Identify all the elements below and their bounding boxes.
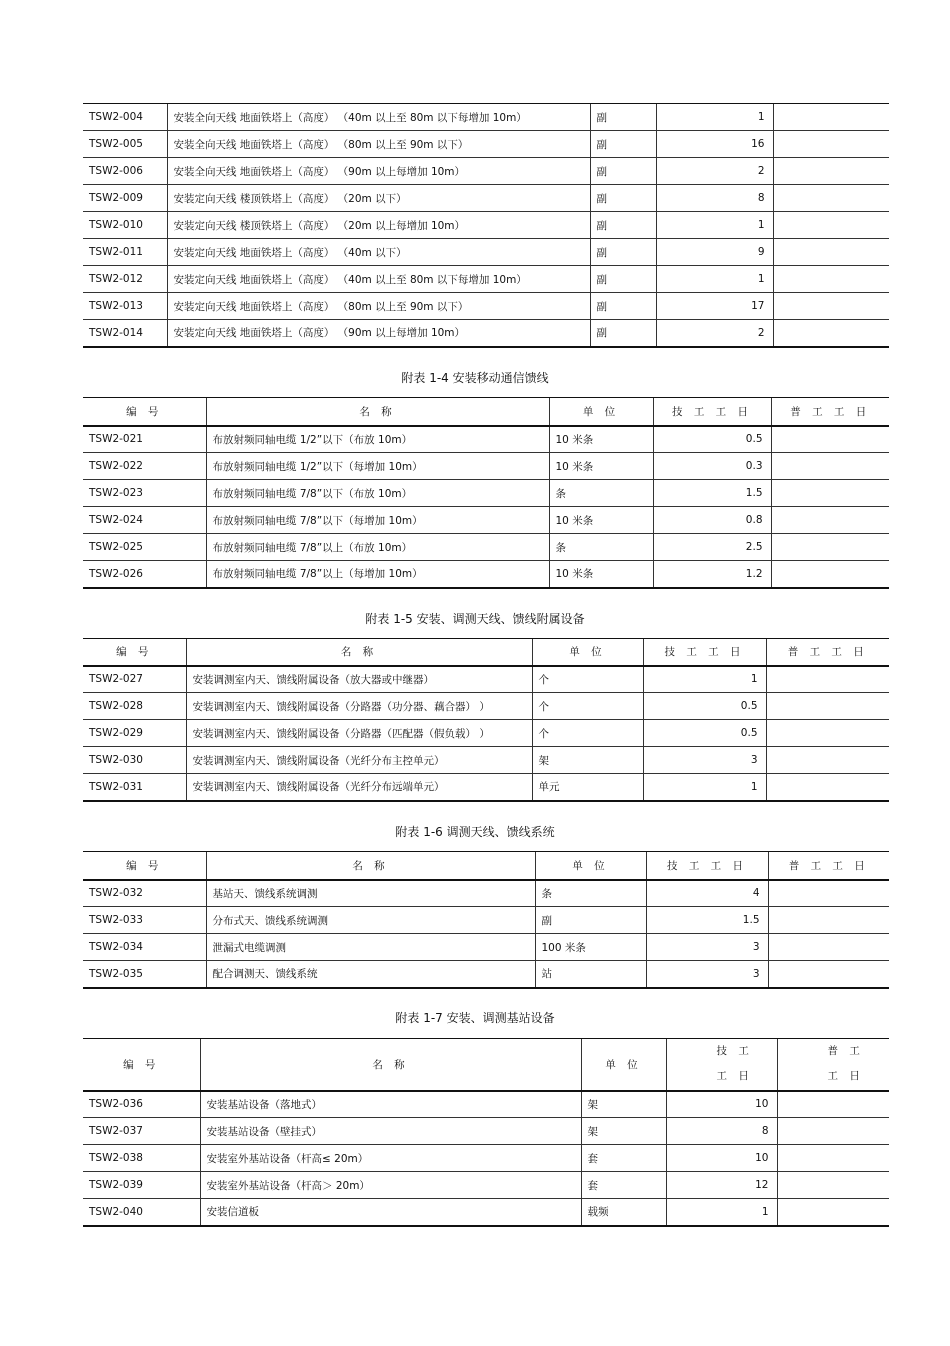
table-1-6-body — [83, 880, 889, 988]
row-general — [773, 266, 889, 293]
row-name: 布放射频同轴电缆 7/8”以上（每增加 10m） — [206, 561, 549, 588]
header-code: 编 号 — [83, 1039, 200, 1091]
header-code: 编 号 — [83, 852, 206, 880]
row-unit: 副 — [590, 239, 656, 266]
row-code: TSW2-004 — [83, 104, 167, 131]
row-name: 安装调测室内天、馈线附属设备（分路器（匹配器（假负载） ） — [186, 720, 532, 747]
row-unit: 个 — [532, 693, 643, 720]
row-code: TSW2-023 — [83, 480, 206, 507]
header-tech: 技 工 工 日 — [643, 639, 766, 666]
row-code: TSW2-024 — [83, 507, 206, 534]
row-general — [777, 1199, 889, 1226]
table-row — [83, 507, 889, 534]
row-general — [768, 907, 889, 934]
row-tech: 1.5 — [646, 907, 768, 934]
row-tech: 10 — [666, 1091, 777, 1118]
row-unit: 副 — [590, 320, 656, 347]
row-code: TSW2-030 — [83, 747, 186, 774]
row-name: 安装调测室内天、馈线附属设备（放大器或中继器） — [186, 666, 532, 693]
row-unit: 副 — [590, 212, 656, 239]
row-general — [777, 1091, 889, 1118]
table-1-4-caption: 附表 1-4 安装移动通信馈线 — [401, 371, 549, 385]
row-name: 安装定向天线 地面铁塔上（高度） （80m 以上至 90m 以下） — [167, 293, 590, 320]
row-general — [771, 453, 889, 480]
row-general — [773, 239, 889, 266]
row-general — [777, 1118, 889, 1145]
row-unit: 副 — [590, 266, 656, 293]
row-name: 安装全向天线 地面铁塔上（高度） （80m 以上至 90m 以下） — [167, 131, 590, 158]
row-unit: 副 — [535, 907, 646, 934]
row-general — [773, 212, 889, 239]
row-general — [768, 880, 889, 907]
table-row — [83, 185, 889, 212]
row-general — [773, 320, 889, 347]
row-code: TSW2-010 — [83, 212, 167, 239]
row-general — [773, 185, 889, 212]
table-row — [83, 320, 889, 347]
row-tech: 1 — [643, 666, 766, 693]
header-unit: 单 位 — [535, 852, 646, 880]
row-code: TSW2-029 — [83, 720, 186, 747]
table-1-4-header — [83, 398, 889, 426]
row-general — [766, 774, 889, 801]
row-code: TSW2-039 — [83, 1172, 200, 1199]
row-name: 安装定向天线 楼顶铁塔上（高度） （20m 以下） — [167, 185, 590, 212]
row-unit: 架 — [581, 1091, 666, 1118]
row-tech: 16 — [656, 131, 773, 158]
header-unit: 单 位 — [581, 1039, 666, 1091]
row-name: 基站天、馈线系统调测 — [206, 880, 535, 907]
row-tech: 12 — [666, 1172, 777, 1199]
row-general — [771, 507, 889, 534]
row-code: TSW2-036 — [83, 1091, 200, 1118]
header-unit: 单 位 — [549, 398, 653, 426]
row-unit: 个 — [532, 720, 643, 747]
table-1-7-caption: 附表 1-7 安装、调测基站设备 — [395, 1011, 555, 1025]
table-row — [83, 266, 889, 293]
row-name: 安装室外基站设备（杆高≤ 20m） — [200, 1145, 581, 1172]
row-tech: 17 — [656, 293, 773, 320]
row-name: 布放射频同轴电缆 7/8”以上（布放 10m） — [206, 534, 549, 561]
row-name: 安装定向天线 地面铁塔上（高度） （40m 以下） — [167, 239, 590, 266]
table-row — [83, 480, 889, 507]
row-unit: 10 米条 — [549, 507, 653, 534]
table-row — [83, 747, 889, 774]
row-name: 分布式天、馈线系统调测 — [206, 907, 535, 934]
row-tech: 8 — [656, 185, 773, 212]
row-general — [773, 158, 889, 185]
row-general — [777, 1172, 889, 1199]
row-tech: 1 — [656, 266, 773, 293]
header-code: 编 号 — [83, 639, 186, 666]
header-tech: 技 工 工 日 — [646, 852, 768, 880]
row-unit: 10 米条 — [549, 453, 653, 480]
row-code: TSW2-034 — [83, 934, 206, 961]
row-tech: 9 — [656, 239, 773, 266]
row-code: TSW2-033 — [83, 907, 206, 934]
row-tech: 3 — [646, 961, 768, 988]
row-code: TSW2-009 — [83, 185, 167, 212]
header-code: 编 号 — [83, 398, 206, 426]
row-code: TSW2-011 — [83, 239, 167, 266]
table-row — [83, 534, 889, 561]
row-unit: 副 — [590, 185, 656, 212]
row-unit: 副 — [590, 131, 656, 158]
row-name: 安装基站设备（落地式） — [200, 1091, 581, 1118]
table-1-6-header — [83, 852, 889, 880]
table-row — [83, 104, 889, 131]
row-tech: 0.5 — [643, 693, 766, 720]
row-code: TSW2-032 — [83, 880, 206, 907]
table-row — [83, 561, 889, 588]
row-general — [766, 666, 889, 693]
row-name: 安装信道板 — [200, 1199, 581, 1226]
row-tech: 0.8 — [653, 507, 771, 534]
row-tech: 1 — [656, 104, 773, 131]
row-tech: 0.5 — [643, 720, 766, 747]
row-tech: 0.3 — [653, 453, 771, 480]
row-unit: 条 — [549, 480, 653, 507]
row-unit: 载频 — [581, 1199, 666, 1226]
row-unit: 条 — [549, 534, 653, 561]
table-row — [83, 1118, 889, 1145]
row-code: TSW2-035 — [83, 961, 206, 988]
table-row — [83, 880, 889, 907]
table-row — [83, 934, 889, 961]
row-name: 安装基站设备（壁挂式） — [200, 1118, 581, 1145]
row-general — [766, 747, 889, 774]
row-name: 布放射频同轴电缆 7/8”以下（布放 10m） — [206, 480, 549, 507]
row-code: TSW2-025 — [83, 534, 206, 561]
row-code: TSW2-040 — [83, 1199, 200, 1226]
row-code: TSW2-021 — [83, 426, 206, 453]
row-name: 配合调测天、馈线系统 — [206, 961, 535, 988]
row-general — [768, 961, 889, 988]
row-code: TSW2-012 — [83, 266, 167, 293]
table-1-7-body — [83, 1091, 889, 1226]
row-unit: 100 米条 — [535, 934, 646, 961]
row-general — [771, 480, 889, 507]
row-general — [777, 1145, 889, 1172]
row-general — [773, 131, 889, 158]
row-general — [766, 693, 889, 720]
table-row — [83, 158, 889, 185]
row-tech: 4 — [646, 880, 768, 907]
row-unit: 10 米条 — [549, 426, 653, 453]
row-name: 安装全向天线 地面铁塔上（高度） （40m 以上至 80m 以下每增加 10m） — [167, 104, 590, 131]
table-row — [83, 293, 889, 320]
row-unit: 站 — [535, 961, 646, 988]
table-1-6-caption: 附表 1-6 调测天线、馈线系统 — [395, 825, 555, 839]
row-general — [771, 534, 889, 561]
row-name: 安装调测室内天、馈线附属设备（光纤分布远端单元） — [186, 774, 532, 801]
table-1-4 — [83, 397, 889, 589]
row-name: 安装室外基站设备（杆高＞ 20m） — [200, 1172, 581, 1199]
table-row — [83, 961, 889, 988]
header-name: 名 称 — [206, 852, 535, 880]
row-code: TSW2-031 — [83, 774, 186, 801]
header-tech: 技 工 工 日 — [653, 398, 771, 426]
header-unit: 单 位 — [532, 639, 643, 666]
row-tech: 2 — [656, 320, 773, 347]
row-unit: 10 米条 — [549, 561, 653, 588]
table-row — [83, 1199, 889, 1226]
row-code: TSW2-037 — [83, 1118, 200, 1145]
row-general — [771, 561, 889, 588]
table-1-5-header — [83, 639, 889, 666]
row-name: 安装全向天线 地面铁塔上（高度） （90m 以上每增加 10m） — [167, 158, 590, 185]
table-row — [83, 774, 889, 801]
header-name: 名 称 — [186, 639, 532, 666]
table-row — [83, 907, 889, 934]
row-code: TSW2-006 — [83, 158, 167, 185]
row-tech: 3 — [646, 934, 768, 961]
row-code: TSW2-038 — [83, 1145, 200, 1172]
row-name: 安装调测室内天、馈线附属设备（光纤分布主控单元） — [186, 747, 532, 774]
table-1-7 — [83, 1038, 889, 1227]
table-row — [83, 239, 889, 266]
table-row — [83, 1145, 889, 1172]
table-1-5-caption: 附表 1-5 安装、调测天线、馈线附属设备 — [365, 612, 585, 626]
header-general: 普 工 工 日 — [771, 398, 889, 426]
row-name: 布放射频同轴电缆 1/2”以下（布放 10m） — [206, 426, 549, 453]
row-tech: 2.5 — [653, 534, 771, 561]
table-row — [83, 131, 889, 158]
row-general — [768, 934, 889, 961]
table-1-5 — [83, 638, 889, 802]
row-unit: 副 — [590, 158, 656, 185]
row-unit: 副 — [590, 293, 656, 320]
header-tech: 技 工 工 日 — [666, 1039, 777, 1091]
row-unit: 副 — [590, 104, 656, 131]
row-name: 泄漏式电缆调测 — [206, 934, 535, 961]
table-row — [83, 1172, 889, 1199]
row-general — [773, 104, 889, 131]
table-1-7-header — [83, 1039, 889, 1091]
header-name: 名 称 — [200, 1039, 581, 1091]
table-row — [83, 1091, 889, 1118]
table-row — [83, 720, 889, 747]
row-tech: 8 — [666, 1118, 777, 1145]
table-1-5-body — [83, 666, 889, 801]
row-tech: 1 — [666, 1199, 777, 1226]
row-name: 安装定向天线 楼顶铁塔上（高度） （20m 以上每增加 10m） — [167, 212, 590, 239]
table-row — [83, 426, 889, 453]
row-code: TSW2-022 — [83, 453, 206, 480]
table-row — [83, 212, 889, 239]
row-tech: 3 — [643, 747, 766, 774]
row-tech: 1 — [656, 212, 773, 239]
row-name: 布放射频同轴电缆 1/2”以下（每增加 10m） — [206, 453, 549, 480]
row-name: 安装定向天线 地面铁塔上（高度） （90m 以上每增加 10m） — [167, 320, 590, 347]
row-code: TSW2-013 — [83, 293, 167, 320]
row-unit: 架 — [581, 1118, 666, 1145]
table-row — [83, 666, 889, 693]
row-name: 安装定向天线 地面铁塔上（高度） （40m 以上至 80m 以下每增加 10m） — [167, 266, 590, 293]
row-name: 安装调测室内天、馈线附属设备（分路器（功分器、藕合器） ） — [186, 693, 532, 720]
row-unit: 单元 — [532, 774, 643, 801]
header-name: 名 称 — [206, 398, 549, 426]
row-unit: 套 — [581, 1145, 666, 1172]
table-1-4-body — [83, 426, 889, 588]
header-general: 普 工 工 日 — [777, 1039, 889, 1091]
table-row — [83, 453, 889, 480]
row-unit: 个 — [532, 666, 643, 693]
row-unit: 架 — [532, 747, 643, 774]
row-code: TSW2-014 — [83, 320, 167, 347]
row-unit: 条 — [535, 880, 646, 907]
header-general: 普 工 工 日 — [768, 852, 889, 880]
row-unit: 套 — [581, 1172, 666, 1199]
row-general — [766, 720, 889, 747]
row-tech: 10 — [666, 1145, 777, 1172]
header-general: 普 工 工 日 — [766, 639, 889, 666]
row-general — [773, 293, 889, 320]
table-1-3-body — [83, 104, 889, 347]
row-tech: 1 — [643, 774, 766, 801]
row-code: TSW2-026 — [83, 561, 206, 588]
row-tech: 0.5 — [653, 426, 771, 453]
table-1-3 — [83, 103, 889, 348]
row-tech: 2 — [656, 158, 773, 185]
row-code: TSW2-028 — [83, 693, 186, 720]
table-row — [83, 693, 889, 720]
row-tech: 1.5 — [653, 480, 771, 507]
row-name: 布放射频同轴电缆 7/8”以下（每增加 10m） — [206, 507, 549, 534]
table-1-6 — [83, 851, 889, 989]
row-code: TSW2-027 — [83, 666, 186, 693]
row-tech: 1.2 — [653, 561, 771, 588]
row-code: TSW2-005 — [83, 131, 167, 158]
row-general — [771, 426, 889, 453]
